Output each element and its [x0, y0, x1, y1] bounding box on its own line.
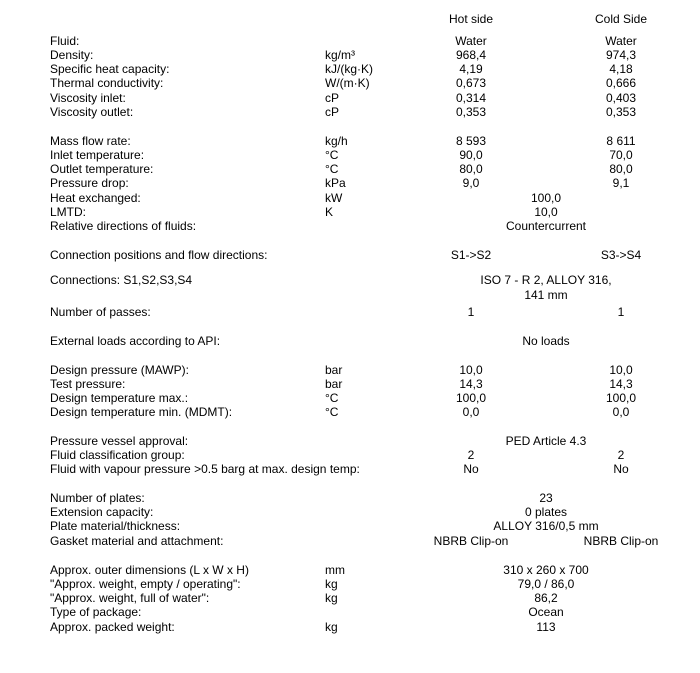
connections-label: Connections: S1,S2,S3,S4 [50, 273, 193, 287]
conductivity-cold: 0,666 [605, 76, 637, 90]
flow-direction-value: Countercurrent [505, 219, 587, 233]
fluid-cold: Water [605, 34, 637, 48]
design-temp-min-cold: 0,0 [612, 405, 630, 419]
inlet-temp-unit: °C [325, 148, 339, 162]
connection-hot: S1->S2 [450, 248, 492, 262]
vapour-pressure-hot: No [463, 462, 479, 476]
design-temp-min-unit: °C [325, 405, 339, 419]
density-unit: kg/m³ [325, 48, 355, 62]
plates-number-label: Number of plates: [50, 491, 145, 505]
package-type-label: Type of package: [50, 605, 142, 619]
heat-capacity-label: Specific heat capacity: [50, 62, 170, 76]
viscosity-outlet-hot: 0,353 [455, 105, 487, 119]
passes-hot: 1 [467, 305, 475, 319]
density-label: Density: [50, 48, 94, 62]
connections-value-line1: ISO 7 - R 2, ALLOY 316, [480, 273, 612, 287]
connection-cold: S3->S4 [600, 248, 642, 262]
conductivity-label: Thermal conductivity: [50, 76, 164, 90]
outlet-temp-hot: 80,0 [459, 162, 483, 176]
fluid-group-cold: 2 [617, 448, 625, 462]
passes-label: Number of passes: [50, 305, 151, 319]
design-pressure-cold: 10,0 [609, 363, 633, 377]
gasket-label: Gasket material and attachment: [50, 534, 224, 548]
test-pressure-hot: 14,3 [459, 377, 483, 391]
design-pressure-hot: 10,0 [459, 363, 483, 377]
design-temp-max-hot: 100,0 [455, 391, 487, 405]
design-temp-min-label: Design temperature min. (MDMT): [50, 405, 233, 419]
dimensions-label: Approx. outer dimensions (L x W x H) [50, 563, 249, 577]
package-type-value: Ocean [528, 605, 564, 619]
viscosity-outlet-label: Viscosity outlet: [50, 105, 134, 119]
lmtd-label: LMTD: [50, 205, 86, 219]
pressure-drop-cold: 9,1 [612, 176, 630, 190]
gasket-hot: NBRB Clip-on [433, 534, 509, 548]
viscosity-inlet-label: Viscosity inlet: [50, 91, 126, 105]
inlet-temp-hot: 90,0 [459, 148, 483, 162]
extension-label: Extension capacity: [50, 505, 154, 519]
heat-capacity-hot: 4,19 [459, 62, 483, 76]
plates-number-value: 23 [539, 491, 553, 505]
outlet-temp-label: Outlet temperature: [50, 162, 154, 176]
packed-weight-unit: kg [325, 620, 338, 634]
fluid-group-hot: 2 [467, 448, 475, 462]
mass-flow-label: Mass flow rate: [50, 134, 131, 148]
density-cold: 974,3 [605, 48, 637, 62]
mass-flow-hot: 8 593 [455, 134, 487, 148]
heat-exchanged-label: Heat exchanged: [50, 191, 141, 205]
weight-empty-value: 79,0 / 86,0 [517, 577, 575, 591]
passes-cold: 1 [617, 305, 625, 319]
density-hot: 968,4 [455, 48, 487, 62]
vessel-approval-label: Pressure vessel approval: [50, 434, 189, 448]
test-pressure-unit: bar [325, 377, 343, 391]
design-temp-max-label: Design temperature max.: [50, 391, 189, 405]
inlet-temp-cold: 70,0 [609, 148, 633, 162]
vapour-pressure-label: Fluid with vapour pressure >0.5 barg at max. design temp: [50, 462, 360, 476]
plate-material-value: ALLOY 316/0,5 mm [493, 519, 599, 533]
external-loads-value: No loads [522, 334, 570, 348]
weight-full-unit: kg [325, 591, 338, 605]
heat-capacity-cold: 4,18 [609, 62, 633, 76]
connection-positions-label: Connection positions and flow directions: [50, 248, 268, 262]
vessel-approval-value: PED Article 4.3 [505, 434, 587, 448]
design-pressure-unit: bar [325, 363, 343, 377]
fluid-hot: Water [455, 34, 487, 48]
mass-flow-unit: kg/h [325, 134, 348, 148]
gasket-cold: NBRB Clip-on [583, 534, 659, 548]
heat-exchanged-value: 100,0 [530, 191, 562, 205]
external-loads-label: External loads according to API: [50, 334, 221, 348]
extension-value: 0 plates [524, 505, 568, 519]
dimensions-value: 310 x 260 x 700 [503, 563, 589, 577]
weight-full-value: 86,2 [534, 591, 558, 605]
viscosity-inlet-hot: 0,314 [455, 91, 487, 105]
conductivity-unit: W/(m·K) [325, 76, 370, 90]
test-pressure-label: Test pressure: [50, 377, 126, 391]
viscosity-inlet-unit: cP [325, 91, 340, 105]
weight-full-label: "Approx. weight, full of water": [50, 591, 210, 605]
packed-weight-label: Approx. packed weight: [50, 620, 175, 634]
connections-value-line2: 141 mm [524, 288, 568, 302]
viscosity-outlet-cold: 0,353 [605, 105, 637, 119]
inlet-temp-label: Inlet temperature: [50, 148, 145, 162]
fluid-group-label: Fluid classification group: [50, 448, 185, 462]
vapour-pressure-cold: No [613, 462, 629, 476]
pressure-drop-unit: kPa [325, 176, 346, 190]
outlet-temp-unit: °C [325, 162, 339, 176]
hot-side-header: Hot side [448, 12, 494, 26]
heat-capacity-unit: kJ/(kg·K) [325, 62, 373, 76]
mass-flow-cold: 8 611 [606, 134, 636, 148]
heat-exchanged-unit: kW [325, 191, 343, 205]
plate-material-label: Plate material/thickness: [50, 519, 181, 533]
weight-empty-unit: kg [325, 577, 338, 591]
cold-side-header: Cold Side [594, 12, 648, 26]
weight-empty-label: "Approx. weight, empty / operating": [50, 577, 241, 591]
design-temp-max-cold: 100,0 [605, 391, 637, 405]
dimensions-unit: mm [325, 563, 345, 577]
design-temp-min-hot: 0,0 [462, 405, 480, 419]
design-pressure-label: Design pressure (MAWP): [50, 363, 189, 377]
pressure-drop-hot: 9,0 [462, 176, 480, 190]
lmtd-unit: K [325, 205, 334, 219]
viscosity-outlet-unit: cP [325, 105, 340, 119]
outlet-temp-cold: 80,0 [609, 162, 633, 176]
lmtd-value: 10,0 [534, 205, 558, 219]
flow-direction-label: Relative directions of fluids: [50, 219, 197, 233]
pressure-drop-label: Pressure drop: [50, 176, 129, 190]
viscosity-inlet-cold: 0,403 [605, 91, 637, 105]
conductivity-hot: 0,673 [455, 76, 487, 90]
packed-weight-value: 113 [536, 620, 556, 634]
design-temp-max-unit: °C [325, 391, 339, 405]
fluid-label: Fluid: [50, 34, 80, 48]
test-pressure-cold: 14,3 [609, 377, 633, 391]
